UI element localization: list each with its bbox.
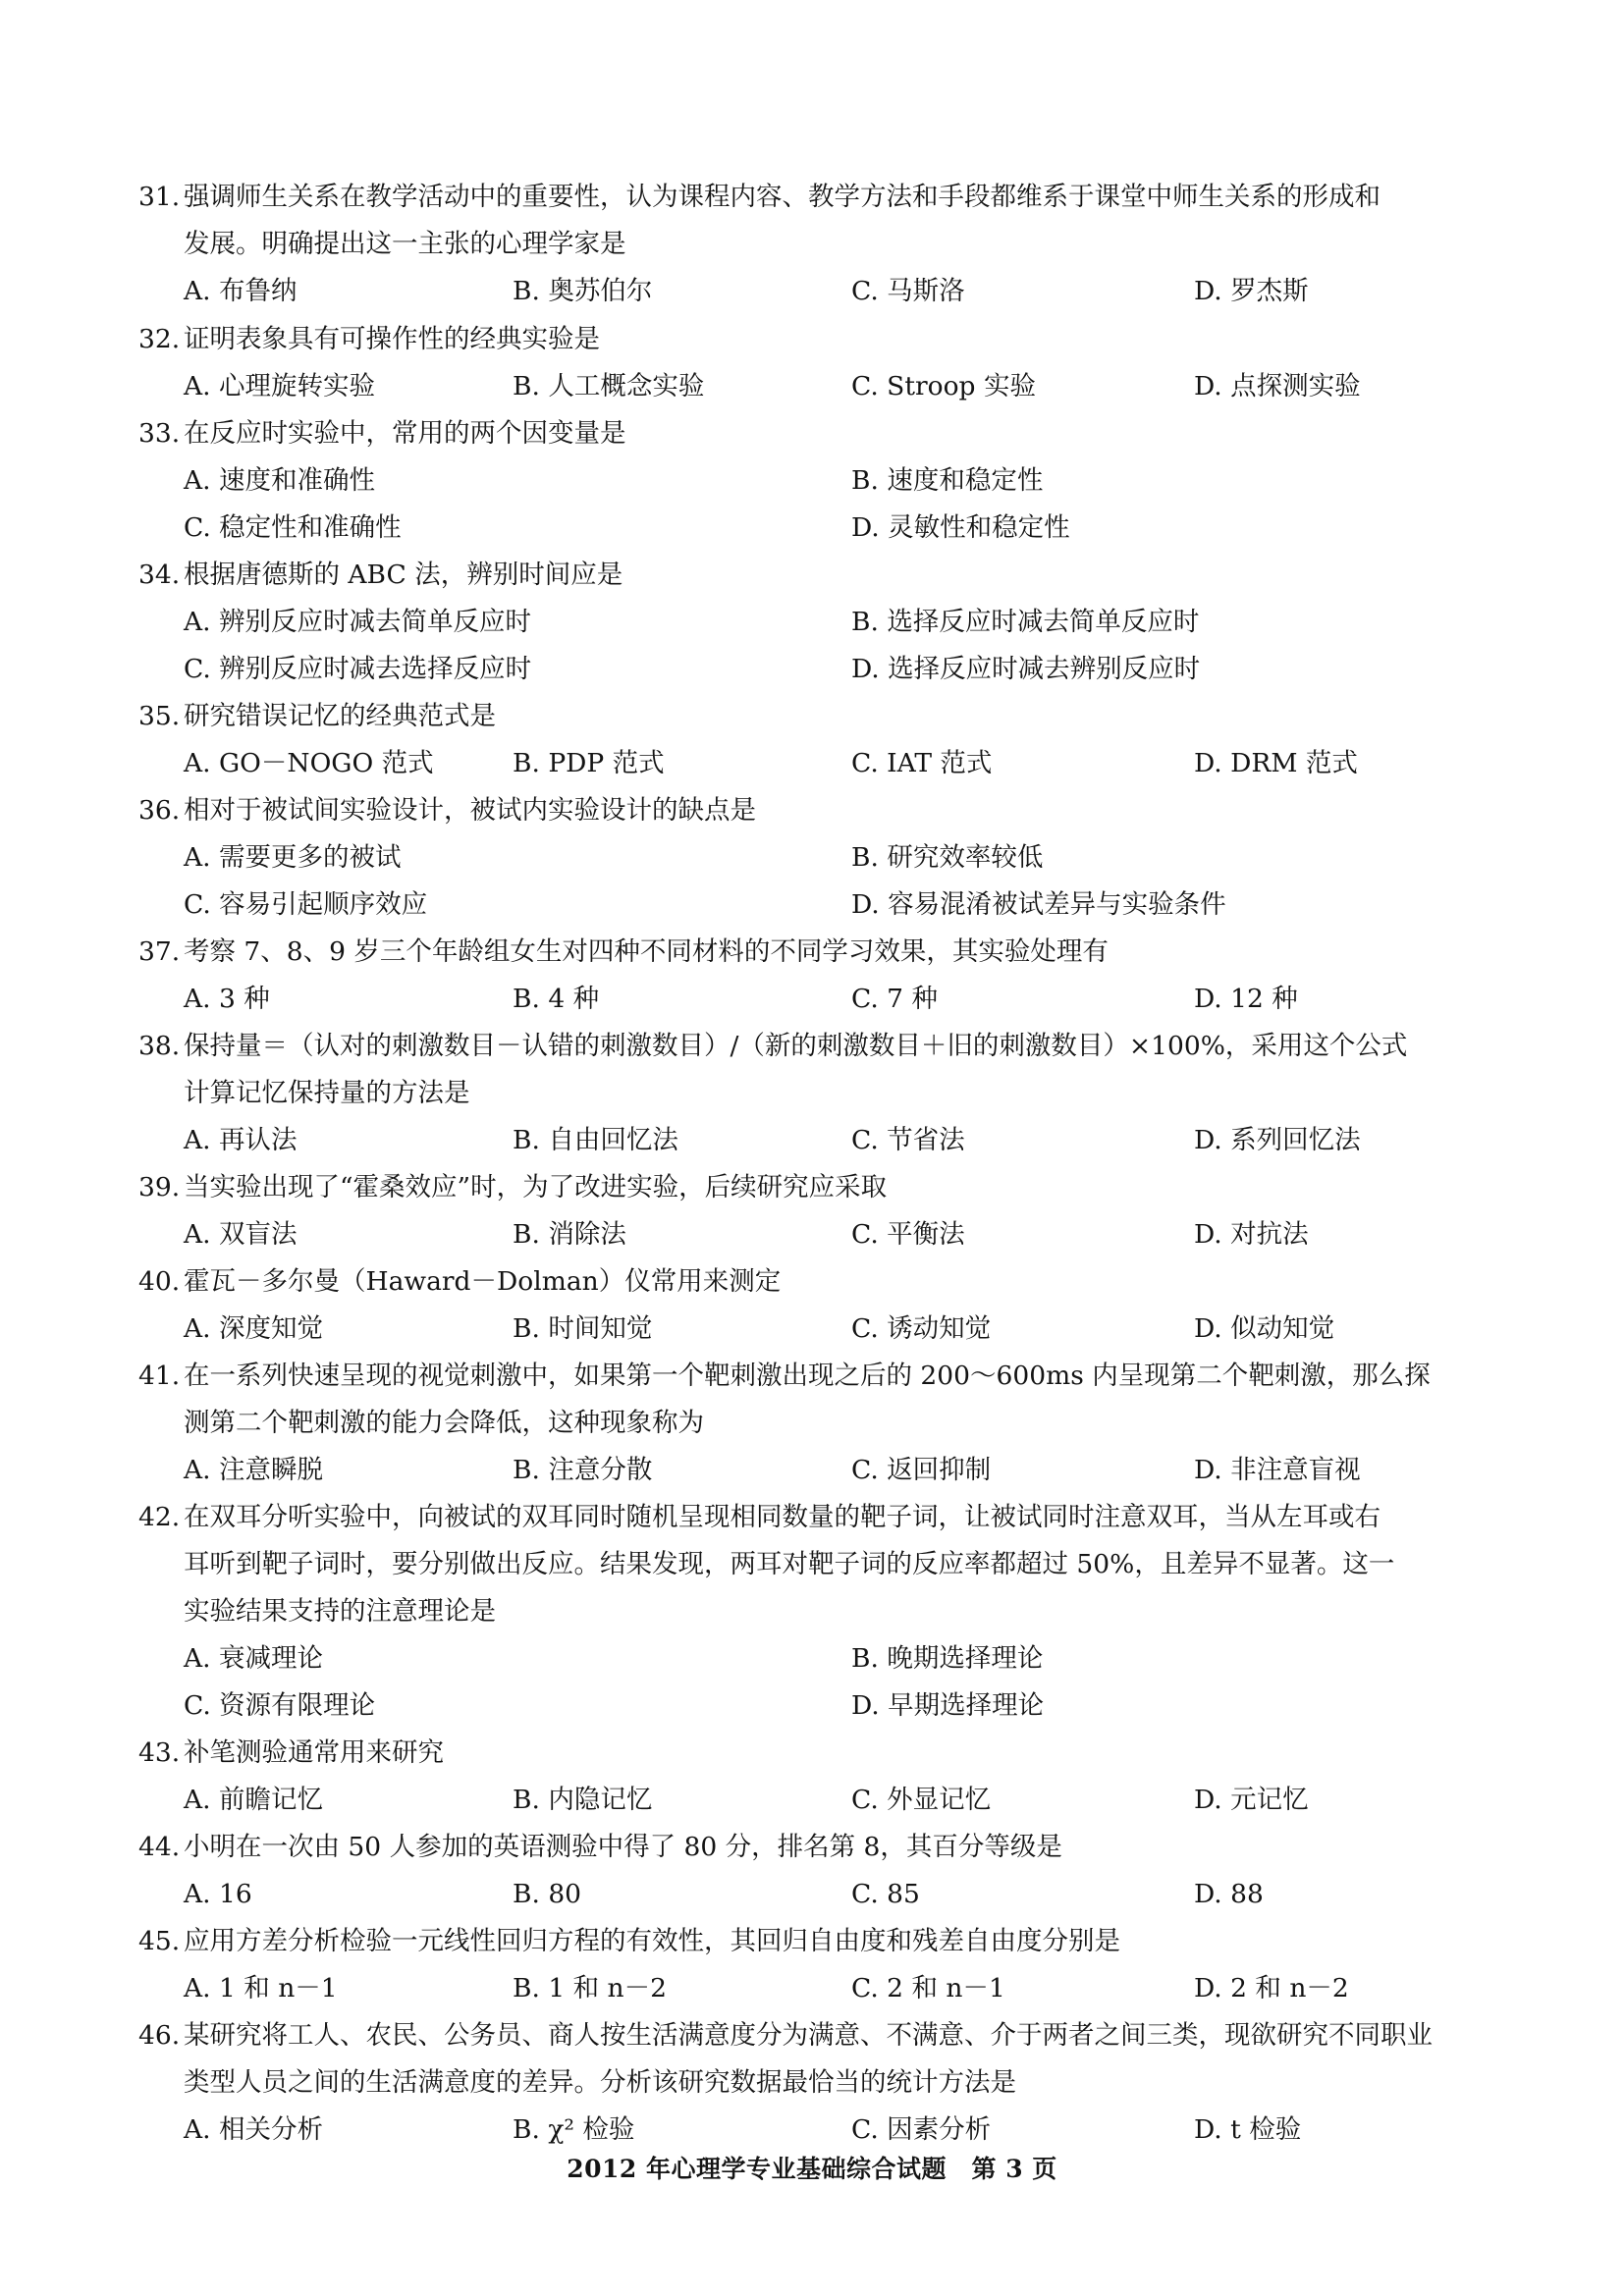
option-c: C. 平衡法	[851, 1219, 965, 1250]
option-a: A. 速度和准确性	[184, 465, 375, 496]
question-text: 在双耳分听实验中，向被试的双耳同时随机呈现相同数量的靶子词，让被试同时注意双耳，当从左耳或右	[184, 1502, 1380, 1532]
option-d: D. 似动知觉	[1194, 1313, 1335, 1344]
question-text: 在一系列快速呈现的视觉刺激中，如果第一个靶刺激出现之后的 200～600ms 内呈现第二个靶刺激，那么探	[184, 1361, 1431, 1391]
option-a: A. 1 和 n－1	[184, 1973, 338, 2003]
option-a: A. 注意瞬脱	[184, 1455, 323, 1485]
option-a: A. 需要更多的被试	[184, 842, 402, 873]
question-text: 在反应时实验中，常用的两个因变量是	[184, 418, 626, 449]
option-d: D. 选择反应时减去辨别反应时	[851, 654, 1201, 684]
option-c: C. 返回抑制	[851, 1455, 992, 1485]
option-d: D. 12 种	[1194, 984, 1298, 1014]
question-stem	[138, 1730, 1533, 1777]
question-number: 35.	[138, 701, 181, 731]
question-stem	[138, 410, 1533, 457]
question-number: 37.	[138, 936, 181, 967]
question-number: 46.	[138, 2020, 181, 2051]
option-c: C. 稳定性和准确性	[184, 512, 402, 543]
question-stem	[138, 2012, 1533, 2059]
option-c: C. IAT 范式	[851, 748, 993, 778]
question-text: 霍瓦－多尔曼（Haward－Dolman）仪常用来测定	[184, 1266, 782, 1297]
question-number: 43.	[138, 1737, 181, 1768]
option-b: B. 时间知觉	[513, 1313, 653, 1344]
question-text-continued: 实验结果支持的注意理论是	[184, 1596, 496, 1627]
question-stem	[138, 929, 1533, 976]
question-stem	[138, 316, 1533, 363]
question-number: 38.	[138, 1031, 181, 1061]
question-text: 证明表象具有可操作性的经典实验是	[184, 324, 600, 354]
option-a: A. 双盲法	[184, 1219, 298, 1250]
option-b: B. 奥苏伯尔	[513, 276, 653, 306]
option-b: B. 注意分散	[513, 1455, 653, 1485]
option-a: A. 深度知觉	[184, 1313, 323, 1344]
page-footer: 2012 年心理学专业基础综合试题 第 3 页	[567, 2155, 1057, 2183]
question-number: 33.	[138, 418, 181, 449]
option-b: B. 消除法	[513, 1219, 626, 1250]
question-text: 补笔测验通常用来研究	[184, 1737, 444, 1768]
option-c: C. 节省法	[851, 1125, 965, 1155]
option-b: B. χ² 检验	[513, 2114, 635, 2145]
question-stem	[138, 174, 1533, 221]
option-b: B. 80	[513, 1879, 582, 1909]
question-text: 根据唐德斯的 ABC 法，辨别时间应是	[184, 560, 623, 590]
question-stem	[138, 1164, 1533, 1211]
question-text-continued: 计算记忆保持量的方法是	[184, 1078, 470, 1108]
option-a: A. 16	[184, 1879, 252, 1909]
option-c: C. 辨别反应时减去选择反应时	[184, 654, 532, 684]
option-b: B. 自由回忆法	[513, 1125, 678, 1155]
question-text: 应用方差分析检验一元线性回归方程的有效性，其回归自由度和残差自由度分别是	[184, 1926, 1120, 1956]
option-d: D. 对抗法	[1194, 1219, 1309, 1250]
question-stem	[138, 787, 1533, 834]
option-b: B. 晚期选择理论	[851, 1643, 1044, 1674]
option-d: D. 88	[1194, 1879, 1264, 1909]
option-c: C. 马斯洛	[851, 276, 965, 306]
option-a: A. GO－NOGO 范式	[184, 748, 434, 778]
question-stem	[138, 1824, 1533, 1871]
question-number: 32.	[138, 324, 181, 354]
option-c: C. Stroop 实验	[851, 371, 1036, 401]
question-stem	[138, 1023, 1533, 1070]
question-stem	[138, 1353, 1533, 1400]
question-text: 研究错误记忆的经典范式是	[184, 701, 496, 731]
option-a: A. 相关分析	[184, 2114, 323, 2145]
option-d: D. 早期选择理论	[851, 1690, 1045, 1721]
question-stem	[138, 552, 1533, 599]
option-a: A. 衰减理论	[184, 1643, 323, 1674]
option-b: B. 1 和 n－2	[513, 1973, 667, 2003]
question-text: 小明在一次由 50 人参加的英语测验中得了 80 分，排名第 8，其百分等级是	[184, 1832, 1062, 1862]
option-d: D. 罗杰斯	[1194, 276, 1309, 306]
question-text: 相对于被试间实验设计，被试内实验设计的缺点是	[184, 795, 756, 826]
question-text-continued: 耳听到靶子词时，要分别做出反应。结果发现，两耳对靶子词的反应率都超过 50%，且差异不显著。这一	[184, 1549, 1395, 1579]
option-c: C. 外显记忆	[851, 1785, 992, 1815]
question-number: 31.	[138, 182, 181, 212]
question-text: 某研究将工人、农民、公务员、商人按生活满意度分为满意、不满意、介于两者之间三类，现欲研究不同职业	[184, 2020, 1433, 2051]
option-d: D. t 检验	[1194, 2114, 1302, 2145]
option-d: D. 系列回忆法	[1194, 1125, 1361, 1155]
option-c: C. 诱动知觉	[851, 1313, 992, 1344]
question-number: 44.	[138, 1832, 181, 1862]
option-d: D. 2 和 n－2	[1194, 1973, 1349, 2003]
option-a: A. 前瞻记忆	[184, 1785, 323, 1815]
option-d: D. 点探测实验	[1194, 371, 1361, 401]
question-stem	[138, 1918, 1533, 1965]
option-b: B. PDP 范式	[513, 748, 665, 778]
question-text: 当实验出现了“霍桑效应”时，为了改进实验，后续研究应采取	[184, 1172, 888, 1202]
question-number: 42.	[138, 1502, 181, 1532]
option-a: A. 再认法	[184, 1125, 298, 1155]
question-number: 39.	[138, 1172, 181, 1202]
question-stem	[138, 1258, 1533, 1306]
option-b: B. 内隐记忆	[513, 1785, 653, 1815]
option-c: C. 85	[851, 1879, 920, 1909]
option-c: C. 资源有限理论	[184, 1690, 376, 1721]
option-b: B. 4 种	[513, 984, 600, 1014]
option-c: C. 7 种	[851, 984, 938, 1014]
option-a: A. 辨别反应时减去简单反应时	[184, 607, 531, 637]
option-b: B. 速度和稳定性	[851, 465, 1044, 496]
question-number: 34.	[138, 560, 181, 590]
question-text-continued: 类型人员之间的生活满意度的差异。分析该研究数据最恰当的统计方法是	[184, 2067, 1016, 2098]
question-stem	[138, 693, 1533, 740]
question-text: 保持量＝（认对的刺激数目－认错的刺激数目）/（新的刺激数目＋旧的刺激数目）×100%，采用这个公式	[184, 1031, 1408, 1061]
question-text: 考察 7、8、9 岁三个年龄组女生对四种不同材料的不同学习效果，其实验处理有	[184, 936, 1109, 967]
option-b: B. 研究效率较低	[851, 842, 1044, 873]
question-text-continued: 测第二个靶刺激的能力会降低，这种现象称为	[184, 1408, 704, 1438]
option-c: C. 容易引起顺序效应	[184, 889, 428, 920]
question-number: 36.	[138, 795, 181, 826]
option-d: D. DRM 范式	[1194, 748, 1358, 778]
option-d: D. 灵敏性和稳定性	[851, 512, 1070, 543]
question-number: 40.	[138, 1266, 181, 1297]
option-c: C. 因素分析	[851, 2114, 992, 2145]
question-text-continued: 发展。明确提出这一主张的心理学家是	[184, 229, 626, 259]
option-b: B. 人工概念实验	[513, 371, 705, 401]
option-a: A. 3 种	[184, 984, 270, 1014]
option-d: D. 非注意盲视	[1194, 1455, 1361, 1485]
option-a: A. 布鲁纳	[184, 276, 298, 306]
option-b: B. 选择反应时减去简单反应时	[851, 607, 1200, 637]
option-c: C. 2 和 n－1	[851, 1973, 1005, 2003]
option-d: D. 元记忆	[1194, 1785, 1309, 1815]
question-number: 41.	[138, 1361, 181, 1391]
option-d: D. 容易混淆被试差异与实验条件	[851, 889, 1226, 920]
option-a: A. 心理旋转实验	[184, 371, 375, 401]
question-text: 强调师生关系在教学活动中的重要性，认为课程内容、教学方法和手段都维系于课堂中师生关系的形成和	[184, 182, 1380, 212]
question-stem	[138, 1494, 1533, 1541]
question-number: 45.	[138, 1926, 181, 1956]
